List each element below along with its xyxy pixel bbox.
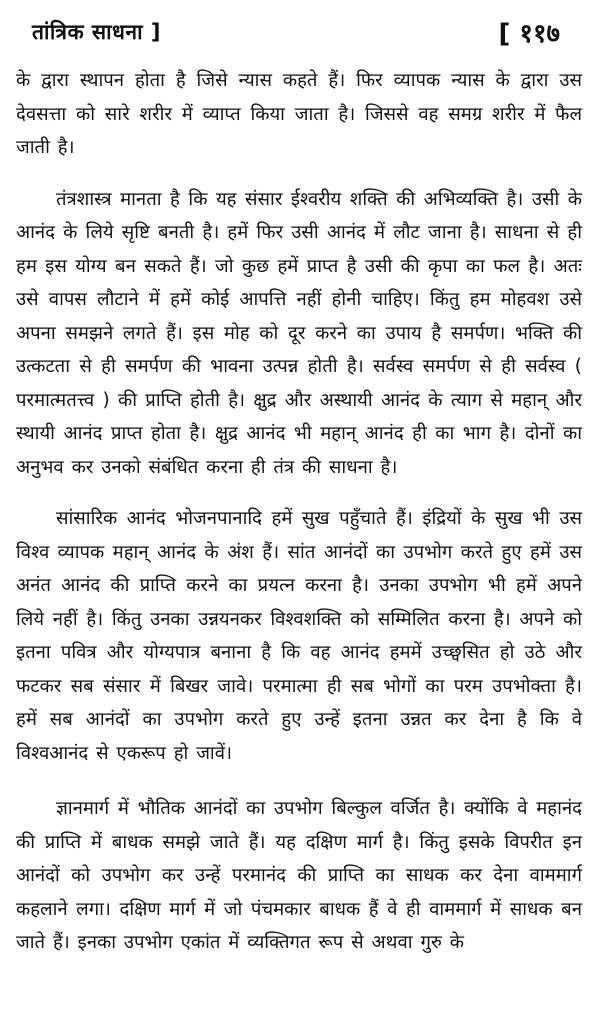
paragraph-1: के द्वारा स्थापन होता है जिसे न्यास कहते हैं। फिर व्यापक न्यास के द्वारा उस देवसत्ता को सारे शरीर में व्याप्त किया जाता है। जिससे वह समग्र शरीर में फैल जाती है। (16, 70, 582, 158)
running-title: तांत्रिक साधना ] (32, 20, 161, 44)
paragraph-4: ज्ञानमार्ग में भौतिक आनंदों का उपभोग बिल्कुल वर्जित है। क्योंकि वे महानंद की प्राप्ति में बाधक समझे जाते हैं। यह दक्षिण मार्ग है। किंतु इसके विपरीत इन आनंदों को उपभोग कर उन्हें परमानंद की प्राप्ति का साधक कर देना वाममार्ग कहलाने लगा। दक्षिण मार्ग में जो पंचमकार बाधक हैं वे ही वाममार्ग में साधक बन जाते हैं। इनका उपभोग एकांत में व्यक्तिगत रूप से अथवा गुरु के (16, 798, 582, 953)
paragraph-2: तंत्रशास्त्र मानता है कि यह संसार ईश्वरीय शक्ति की अभिव्यक्ति है। उसी के आनंद के लिये सृष्टि बनती है। हमें फिर उसी आनंद में लौट जाना है। साधना से ही हम इस योग्य बन सकते हैं। जो कुछ हमें प्राप्त है उसी की कृपा का फल है। अतः उसे वापस लौटाने में हमें कोई आपत्ति नहीं होनी चाहिए। किंतु हम मोहवश उसे अपना समझने लगते हैं। इस मोह को दूर करने का उपाय है समर्पण। भक्ति की उत्कटता से ही समर्पण की भावना उत्पन्न होती है। सर्वस्व समर्पण से ही सर्वस्व ( परमात्मतत्त्व ) की प्राप्ति होती है। क्षुद्र और अस्थायी आनंद के त्याग से महान् और स्थायी आनंद प्राप्त होता है। क्षुद्र आनंद भी महान् आनंद ही का भाग है। दोनों का अनुभव कर उनको संबंधित करना ही तंत्र की साधना है। (16, 188, 582, 478)
page-number: [ ११७ (498, 19, 560, 49)
paragraph-3: सांसारिक आनंद भोजनपानादि हमें सुख पहुँचाते हैं। इंद्रियों के सुख भी उस विश्व व्यापक महान् आनंद के अंश हैं। सांत आनंदों का उपभोग करते हुए हमें उस अनंत आनंद की प्राप्ति करने का प्रयत्न करना है। उनका उपभोग भी हमें अपने लिये नहीं है। किंतु उनका उन्नयनकर विश्वशक्ति को सम्मिलित करना है। अपने को इतना पवित्र और योग्यपात्र बनाना है कि वह आनंद हममें उच्छ्वसित हो उठे और फटकर सब संसार में बिखर जावे। परमात्मा ही सब भोगों का परम उपभोक्ता है। हमें सब आनंदों का उपभोग करते हुए उन्हें इतना उन्नत कर देना है कि वे विश्वआनंद से एकरूप हो जावें। (16, 508, 582, 764)
running-header (16, 0, 582, 60)
